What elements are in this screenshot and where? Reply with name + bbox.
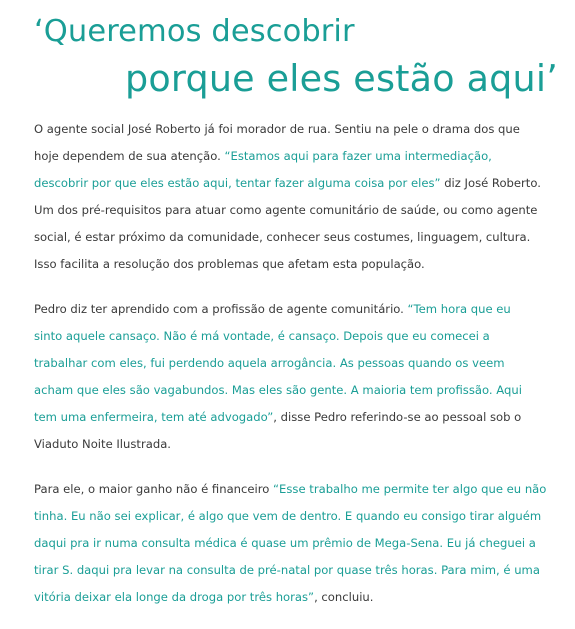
quote-text: acham que eles são vagabundos. Mas eles são gente. A maioria tem profissão. Aqui <box>34 383 522 397</box>
paragraph-line <box>34 143 554 170</box>
headline-line-1: ‘Queremos descobrir <box>34 14 355 49</box>
narrative-text: social, é estar próximo da comunidade, conhecer seus costumes, linguagem, cultura. <box>34 230 531 244</box>
narrative-text: Para ele, o maior ganho não é financeiro <box>34 482 274 496</box>
article-paragraph <box>34 116 554 278</box>
paragraph-line <box>34 584 554 611</box>
quote-text: “Tem hora que eu <box>407 302 511 316</box>
paragraph-line <box>34 557 554 584</box>
narrative-text: Um dos pré-requisitos para atuar como agente comunitário de saúde, ou como agente <box>34 203 538 217</box>
narrative-text: Pedro diz ter aprendido com a profissão de agente comunitário. <box>34 302 408 316</box>
paragraph-line <box>34 530 554 557</box>
paragraph-line <box>34 431 554 458</box>
narrative-text: hoje dependem de sua atenção. <box>34 149 225 163</box>
paragraph-line <box>34 197 554 224</box>
narrative-text: diz José Roberto. <box>440 176 541 190</box>
paragraph-line <box>34 323 554 350</box>
quote-text: “Estamos aqui para fazer uma intermediação, <box>224 149 492 163</box>
article-headline <box>0 0 575 110</box>
quote-text: vitória deixar ela longe da droga por três horas” <box>34 590 315 604</box>
paragraph-line <box>34 116 554 143</box>
narrative-text: , disse Pedro referindo-se ao pessoal sob o <box>273 410 522 424</box>
article-paragraph <box>34 296 554 458</box>
quote-text: tinha. Eu não sei explicar, é algo que vem de dentro. E quando eu consigo tirar alguém <box>34 509 542 523</box>
paragraph-line <box>34 170 554 197</box>
paragraph-line <box>34 251 554 278</box>
paragraph-line <box>34 377 554 404</box>
headline-line-2: porque eles estão aqui’ <box>125 57 558 100</box>
quote-text: daqui pra ir numa consulta médica é quase um prêmio de Mega-Sena. Eu já cheguei a <box>34 536 536 550</box>
quote-text: sinto aquele cansaço. Não é má vontade, é cansaço. Depois que eu comecei a <box>34 329 490 343</box>
article-body <box>34 116 554 629</box>
article-paragraph <box>34 476 554 611</box>
quote-text: tem uma enfermeira, tem até advogado” <box>34 410 274 424</box>
quote-text: “Esse trabalho me permite ter algo que eu não <box>273 482 547 496</box>
quote-text: descobrir por que eles estão aqui, tentar fazer alguma coisa por eles” <box>34 176 441 190</box>
narrative-text: O agente social José Roberto já foi morador de rua. Sentiu na pele o drama dos que <box>34 122 520 136</box>
paragraph-line <box>34 476 554 503</box>
quote-text: trabalhar com eles, fui perdendo aquela arrogância. As pessoas quando os veem <box>34 356 505 370</box>
paragraph-line <box>34 404 554 431</box>
narrative-text: Isso facilita a resolução dos problemas que afetam esta população. <box>34 257 425 271</box>
paragraph-line <box>34 350 554 377</box>
narrative-text: , concluiu. <box>314 590 374 604</box>
paragraph-line <box>34 296 554 323</box>
paragraph-line <box>34 224 554 251</box>
narrative-text: Viaduto Noite Ilustrada. <box>34 437 171 451</box>
quote-text: tirar S. daqui pra levar na consulta de pré-natal por quase três horas. Para mim, é uma <box>34 563 540 577</box>
paragraph-line <box>34 503 554 530</box>
